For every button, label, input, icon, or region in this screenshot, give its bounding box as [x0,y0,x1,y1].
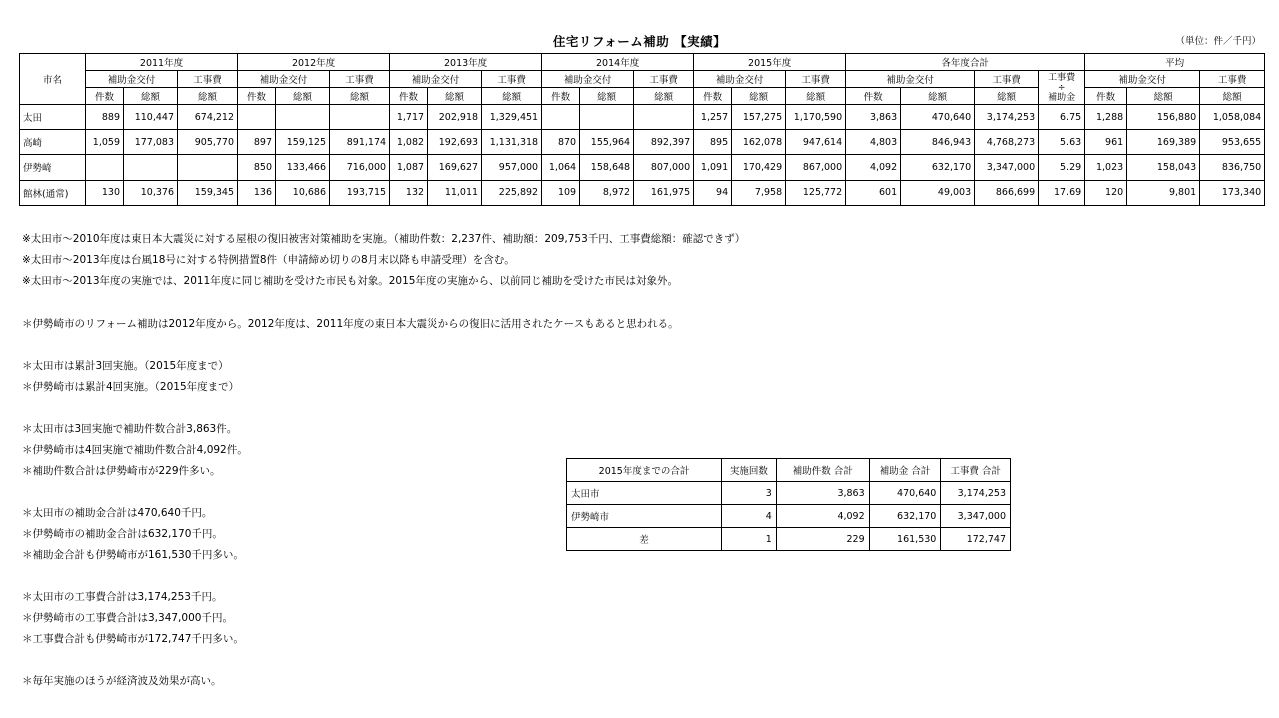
notes-top [22,229,745,292]
table-cell [580,105,634,130]
page-title: 住宅リフォーム補助 【実績】 [552,34,727,49]
results-table-body [20,105,1265,206]
table-cell: 159,345 [178,180,238,205]
note-line [22,335,679,356]
summary-value-cell: 470,640 [869,482,941,505]
summary-table-body [567,482,1011,551]
summary-value-cell: 3,863 [776,482,869,505]
table-cell: 156,880 [1127,105,1200,130]
summary-value-cell: 4,092 [776,505,869,528]
table-cell: 162,078 [732,130,786,155]
summary-header: 工事費 合計 [941,459,1011,482]
subsidy-header: 補助金交付 [542,71,634,88]
table-cell: 157,275 [732,105,786,130]
summary-value-cell: 1 [722,528,777,551]
table-cell: 192,693 [428,130,482,155]
summary-value-cell: 3,347,000 [941,505,1011,528]
table-cell: 866,699 [975,180,1039,205]
count-header: 件数 [694,88,732,105]
note-line: ＊伊勢崎市のリフォーム補助は2012年度から。2012年度は、2011年度の東日本大震災からの復旧に活用されたケースもあると思われる。 [22,318,679,330]
ratio-header [1039,71,1085,105]
table-cell: 1,257 [694,105,732,130]
summary-value-cell: 172,747 [941,528,1011,551]
table-cell [634,105,694,130]
table-cell: 158,043 [1127,155,1200,180]
table-cell: 109 [542,180,580,205]
table-cell: 10,376 [124,180,178,205]
table-cell [276,105,330,130]
table-cell: 3,347,000 [975,155,1039,180]
table-cell: 1,329,451 [482,105,542,130]
summary-value-cell: 3,174,253 [941,482,1011,505]
table-cell: 632,170 [901,155,975,180]
table-cell: 7,958 [732,180,786,205]
table-cell: 674,212 [178,105,238,130]
year-header: 2015年度 [694,54,846,71]
table-cell: 850 [238,155,276,180]
table-cell: 225,892 [482,180,542,205]
table-cell: 1,170,590 [786,105,846,130]
table-cell: 5.63 [1039,130,1085,155]
table-cell: 4,092 [846,155,901,180]
table-cell: 1,023 [1085,155,1127,180]
table-cell: 6.75 [1039,105,1085,130]
amount-header: 総額 [330,88,390,105]
results-table [19,53,1265,206]
summary-label-cell: 太田市 [567,482,722,505]
table-cell: 470,640 [901,105,975,130]
subsidy-header: 補助金交付 [238,71,330,88]
count-header: 件数 [846,88,901,105]
table-cell: 957,000 [482,155,542,180]
table-cell: 8,972 [580,180,634,205]
table-cell: 953,655 [1200,130,1265,155]
amount-header: 総額 [124,88,178,105]
table-cell: 895 [694,130,732,155]
year-header: 2011年度 [86,54,238,71]
table-cell: 1,131,318 [482,130,542,155]
note-line: ※太田市～2013年度の実施では、2011年度に同じ補助を受けた市民も対象。2015年度の実施から、以前同じ補助を受けた市民は対象外。 [22,275,678,287]
summary-label-cell: 伊勢崎市 [567,505,722,528]
amount-header: 総額 [580,88,634,105]
summary-value-cell: 229 [776,528,869,551]
table-cell: 897 [238,130,276,155]
cost-header: 工事費 [786,71,846,88]
table-cell: 155,964 [580,130,634,155]
summary-header: 2015年度までの合計 [567,459,722,482]
note-line: ※太田市～2013年度は台風18号に対する特例措置8件（申請締め切りの8月末以降も申請受理）を含む。 [22,254,515,266]
table-cell: 905,770 [178,130,238,155]
table-cell: 110,447 [124,105,178,130]
table-cell: 1,087 [390,155,428,180]
count-header: 件数 [238,88,276,105]
table-cell [330,105,390,130]
summary-row [567,528,1011,551]
year-header: 2013年度 [390,54,542,71]
table-cell [238,105,276,130]
table-cell: 891,174 [330,130,390,155]
table-cell: 1,288 [1085,105,1127,130]
cost-header: 工事費 [330,71,390,88]
table-cell: 1,064 [542,155,580,180]
ratio-header-line: 補助金 [1048,92,1076,103]
table-cell: 807,000 [634,155,694,180]
city-name-cell: 館林(通常) [20,180,86,205]
count-header: 件数 [542,88,580,105]
cost-header: 工事費 [634,71,694,88]
table-cell: 136 [238,180,276,205]
summary-label-cell: 差 [567,528,722,551]
amount-header: 総額 [634,88,694,105]
table-cell: 1,091 [694,155,732,180]
table-cell: 159,125 [276,130,330,155]
table-cell: 169,389 [1127,130,1200,155]
table-cell: 961 [1085,130,1127,155]
table-row [20,180,1265,205]
cost-header: 工事費 [482,71,542,88]
summary-table [566,458,1011,551]
summary-value-cell: 161,530 [869,528,941,551]
table-cell: 193,715 [330,180,390,205]
table-cell: 5.29 [1039,155,1085,180]
totals-header: 各年度合計 [846,54,1085,71]
amount-header: 総額 [428,88,482,105]
note-line: ＊伊勢崎市は4回実施で補助件数合計4,092件。 [22,444,248,456]
table-cell: 4,768,273 [975,130,1039,155]
table-cell: 846,943 [901,130,975,155]
count-header: 件数 [86,88,124,105]
table-cell: 202,918 [428,105,482,130]
table-cell: 170,429 [732,155,786,180]
note-line: ＊太田市の補助金合計は470,640千円。 [22,507,213,519]
table-cell: 177,083 [124,130,178,155]
table-row [20,130,1265,155]
amount-header: 総額 [178,88,238,105]
city-name-cell: 高崎 [20,130,86,155]
table-cell: 161,975 [634,180,694,205]
table-cell: 947,614 [786,130,846,155]
note-line: ＊太田市は3回実施で補助件数合計3,863件。 [22,423,238,435]
summary-row [567,505,1011,528]
subsidy-header: 補助金交付 [86,71,178,88]
table-cell [178,155,238,180]
table-cell: 836,750 [1200,155,1265,180]
unit-note: （単位：件／千円） [1175,36,1261,47]
ratio-header-line: ÷ [1057,82,1066,93]
table-cell: 3,174,253 [975,105,1039,130]
amount-header: 総額 [786,88,846,105]
city-header: 市名 [20,54,86,105]
note-line [22,650,679,671]
table-cell: 1,082 [390,130,428,155]
summary-value-cell: 632,170 [869,505,941,528]
note-line: ＊伊勢崎市の補助金合計は632,170千円。 [22,528,223,540]
table-cell: 169,627 [428,155,482,180]
ratio-header-line: 工事費 [1048,72,1076,83]
table-cell: 158,648 [580,155,634,180]
table-cell: 132 [390,180,428,205]
table-cell: 17.69 [1039,180,1085,205]
table-cell: 889 [86,105,124,130]
note-line [22,398,679,419]
year-header: 2012年度 [238,54,390,71]
subsidy-header: 補助金交付 [390,71,482,88]
table-cell [124,155,178,180]
note-line: ※太田市～2010年度は東日本大震災に対する屋根の復旧被害対策補助を実施。（補助件数：2,237件、補助額：209,753千円、工事費総額：確認できず） [22,233,746,245]
note-line [22,566,679,587]
note-line: ＊伊勢崎市の工事費合計は3,347,000千円。 [22,612,233,624]
table-cell: 120 [1085,180,1127,205]
table-cell: 892,397 [634,130,694,155]
amount-header: 総額 [975,88,1039,105]
table-cell: 716,000 [330,155,390,180]
note-line: ＊太田市の工事費合計は3,174,253千円。 [22,591,223,603]
table-row [20,155,1265,180]
amount-header: 総額 [732,88,786,105]
table-cell: 601 [846,180,901,205]
note-line: ＊太田市は累計3回実施。（2015年度まで） [22,360,229,372]
cost-header: 工事費 [1200,71,1265,88]
table-cell: 1,059 [86,130,124,155]
count-header: 件数 [1085,88,1127,105]
amount-header: 総額 [1200,88,1265,105]
table-cell: 173,340 [1200,180,1265,205]
table-cell [86,155,124,180]
city-name-cell: 伊勢崎 [20,155,86,180]
table-cell: 49,003 [901,180,975,205]
summary-header: 補助件数 合計 [776,459,869,482]
average-header: 平均 [1085,54,1265,71]
table-cell: 9,801 [1127,180,1200,205]
table-cell: 4,803 [846,130,901,155]
note-line: ＊毎年実施のほうが経済波及効果が高い。 [22,675,222,687]
cost-header: 工事費 [975,71,1039,88]
subsidy-header: 補助金交付 [694,71,786,88]
table-cell: 867,000 [786,155,846,180]
table-cell: 10,686 [276,180,330,205]
summary-value-cell: 4 [722,505,777,528]
year-header: 2014年度 [542,54,694,71]
amount-header: 総額 [1127,88,1200,105]
table-cell [542,105,580,130]
table-cell: 1,058,084 [1200,105,1265,130]
table-cell: 3,863 [846,105,901,130]
table-cell: 130 [86,180,124,205]
table-row [20,105,1265,130]
subsidy-header: 補助金交付 [1085,71,1200,88]
amount-header: 総額 [482,88,542,105]
count-header: 件数 [390,88,428,105]
summary-row [567,482,1011,505]
table-cell: 133,466 [276,155,330,180]
table-cell: 1,717 [390,105,428,130]
summary-header: 実施回数 [722,459,777,482]
table-cell: 870 [542,130,580,155]
summary-value-cell: 3 [722,482,777,505]
subsidy-header: 補助金交付 [846,71,975,88]
note-line: ＊補助金合計も伊勢崎市が161,530千円多い。 [22,549,244,561]
note-line: ＊補助件数合計は伊勢崎市が229件多い。 [22,465,221,477]
note-line: ＊工事費合計も伊勢崎市が172,747千円多い。 [22,633,244,645]
table-cell: 94 [694,180,732,205]
amount-header: 総額 [901,88,975,105]
cost-header: 工事費 [178,71,238,88]
table-cell: 11,011 [428,180,482,205]
table-cell: 125,772 [786,180,846,205]
amount-header: 総額 [276,88,330,105]
note-line: ＊伊勢崎市は累計4回実施。（2015年度まで） [22,381,240,393]
city-name-cell: 太田 [20,105,86,130]
summary-header: 補助金 合計 [869,459,941,482]
